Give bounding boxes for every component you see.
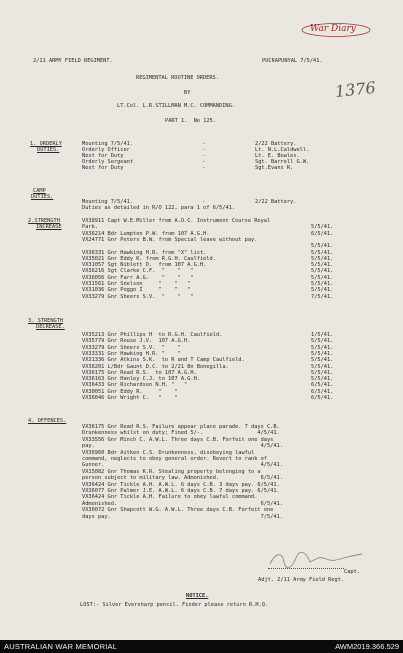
offence-line: VX36077 Gnr Palmer J.E. A.W.L. 6 days C.B. 7 days pay. 6/5/41. — [82, 488, 280, 494]
entry-date: 5/5/41. — [311, 357, 334, 364]
duties-heading-2: DUTIES. — [37, 147, 60, 153]
duty-dash: - — [202, 141, 206, 147]
entry-date: 5/5/41. — [311, 344, 334, 351]
offence-line: VX36424 Gnr Tickle A.H. Failure to obey lawful command. — [82, 494, 258, 501]
signature-scribble — [266, 548, 366, 570]
duty-label: Next for Duty — [82, 153, 124, 159]
personnel-entry: VX35779 Gnr Rouse J.V. 107 A.G.H. — [82, 338, 191, 345]
personnel-entry: VX36201 L/Bdr Gaunt D.C. to 2/21 Bn Bonegilla. — [82, 363, 229, 370]
offence-line: VX36960 Bdr Aitken C.S. Drunkenness, disobeying lawful — [82, 449, 255, 456]
camp-heading: CAMP — [33, 188, 46, 194]
offences-heading: 4. OFFENCES. — [28, 418, 67, 424]
duty-value: Sgt. Barrell G.W. — [255, 159, 310, 165]
footer-reference: AWM2019.366.529 — [335, 642, 399, 651]
personnel-entry: VX30051 Gnr Eddy R. " " — [82, 388, 178, 395]
personnel-entry: VX36433 Gnr Richardson N.H. " " — [82, 382, 188, 389]
footer-institution: AUSTRALIAN WAR MEMORIAL — [4, 642, 118, 651]
personnel-entry: VX36175 Gnr Read R.S. to 107 A.G.H. — [82, 369, 197, 376]
entry-date: 5/5/41. — [311, 338, 334, 345]
offence-line: Admonished. 6/5/41. — [82, 500, 283, 507]
war-diary-label: War Diary — [310, 24, 356, 34]
duty-label: Orderly Sergeant — [82, 159, 134, 165]
duty-value: Lt. E. Bowles. — [255, 153, 300, 159]
entry-date: 5/5/41. — [311, 287, 334, 294]
offence-line: pay. 4/5/41. — [82, 443, 283, 450]
duty-value: Sgt.Evans R. — [255, 165, 294, 171]
entry-date: 5/5/41. — [311, 363, 334, 370]
duty-dash: - — [202, 165, 206, 171]
strength-increase-heading-2: INCREASE — [36, 224, 62, 230]
personnel-entry: VX24771 Gnr Peters B.W. from Special leave without pay. — [82, 236, 258, 243]
offence-line: person subject to military law. Admonished. 6/5/41. — [82, 475, 283, 482]
offence-line: Gunner. 4/5/41. — [82, 462, 283, 469]
duty-dash: - — [202, 159, 206, 165]
commander: LT.Col. L.R.STILLMAN M.C. COMMANDING. — [117, 103, 235, 109]
duty-dash: - — [202, 153, 206, 159]
personnel-entry: Park. — [82, 224, 98, 231]
strength-decrease-heading: 3. STRENGTH — [28, 318, 64, 324]
offence-line: VX36175 Gnr Read R.S. Failure appear place parade. 7 days C.B. — [82, 424, 280, 430]
entry-date: 5/5/41. — [311, 281, 334, 287]
duty-label: Mounting 7/5/41. — [82, 141, 134, 147]
personnel-entry: VX33279 Gnr Sheers S.V. " " " — [82, 293, 194, 300]
offence-line: command, neglects to obey general order. Revert to rank of — [82, 456, 267, 462]
personnel-entry: VX36056 Gnr Farr A.G. " " " — [82, 274, 194, 281]
personnel-entry: VX36214 Bdr Lumpton P.W. from 107 A.G.H. — [82, 230, 210, 237]
notice-text: LOST:- Silver Eversharp pencil. Finder please return R.H.Q. — [80, 602, 269, 608]
unit-name: 2/11 ARMY FIELD REGIMENT. — [33, 58, 113, 64]
duty-label: Next for Duty — [82, 165, 124, 171]
duty-dash: - — [202, 147, 206, 153]
footer-bar — [0, 640, 403, 653]
offence-line: VX36424 Gnr Tickle A.H. A.W.L. 6 days C.B. 3 days pay. 6/5/41. — [82, 481, 280, 488]
entry-date: 5/5/41. — [311, 376, 334, 383]
signature-appointment: Adjt. 2/11 Army Field Regt. — [258, 577, 345, 583]
personnel-entry: VX35021 Gnr Eddy K. from R.G.H. Caulfield. — [82, 255, 216, 262]
orders-title: REGIMENTAL ROUTINE ORDERS. — [136, 75, 219, 81]
duty-label: Orderly Officer — [82, 147, 130, 153]
offence-line: VX36072 Gnr Shapcott W.G. A.W.L. Three days C.B. Forfeit one — [82, 507, 274, 514]
strength-decrease-heading-2: DECREASE. — [36, 324, 65, 330]
entry-date: 6/5/41. — [311, 382, 334, 389]
duty-value: 2/22 Battery. — [255, 141, 297, 147]
entry-date: 7/5/41. — [311, 293, 334, 300]
signature-rank: Capt. — [344, 569, 360, 575]
by-label: BY — [184, 90, 191, 96]
personnel-entry: VX31561 Gnr Snelson " " " — [82, 281, 191, 287]
personnel-entry: VX36216 Sgt Clarke C.F. " " " — [82, 268, 194, 275]
personnel-entry: VX36046 Gnr Wright C. " " — [82, 395, 178, 401]
personnel-entry: VX31036 Gnr Poggo I " " " — [82, 287, 191, 294]
personnel-entry: VX35213 Gnr Phillips H to R.G.H. Caulfield. — [82, 332, 223, 338]
entry-date: 5/5/41. — [311, 350, 334, 357]
entry-date: 6/5/41. — [311, 388, 334, 395]
duties-heading: 1. ORDERLY — [30, 141, 62, 147]
entry-date: 5/5/41. — [311, 224, 334, 231]
entry-date: 5/5/41. — [311, 274, 334, 281]
entry-date: 6/5/41. — [311, 395, 334, 401]
strength-increase-heading: 2.STRENGTH — [28, 218, 60, 224]
location-date: PUCKAPUNYAL 7/5/41. — [262, 58, 323, 64]
camp-duties-note: Duties as detailed in R/O 122, para 1 of 6/5/41. — [82, 205, 236, 211]
personnel-entry: VX31057 Sgt Niblett D. from 107 A.G.H. — [82, 262, 207, 269]
personnel-entry: VX33279 Gnr Sheers S.V. " " — [82, 344, 181, 351]
entry-date: 5/5/41. — [311, 255, 334, 262]
offence-line: VX33556 Gnr Minch C. A.W.L. Three days C.B. Forfeit one days — [82, 436, 274, 443]
page-number-handwritten: 1376 — [334, 77, 377, 102]
camp-heading-2: DUTIES. — [31, 194, 54, 200]
offence-line: days pay. 7/5/41. — [82, 513, 283, 520]
personnel-entry: VX33331 Gnr Hawking H.R. " " — [82, 350, 181, 357]
notice-heading: NOTICE. — [186, 593, 209, 599]
part-number: PART 1. No 125. — [165, 118, 217, 124]
personnel-entry: VX36163 Gnr Hanley C.J. to 107 A.G.H. — [82, 376, 200, 383]
entry-date: 5/5/41. — [311, 243, 334, 250]
entry-date: 5/5/41. — [311, 249, 334, 256]
entry-date: 6/5/41. — [311, 230, 334, 237]
signature-line — [268, 568, 344, 569]
camp-battery: 2/22 Battery. — [255, 199, 297, 205]
entry-date: 5/5/41. — [311, 268, 334, 275]
personnel-entry: VX31336 Gnr Atkins S.K. to R and T Camp Caulfield. — [82, 357, 245, 364]
offence-line: Drunkenness whilst on duty; Fined 5/-. 4/5/41. — [82, 430, 280, 437]
camp-dash: - — [202, 199, 206, 205]
entry-date: 5/5/41. — [311, 369, 334, 376]
duty-value: Lt. N.L.Caldwell. — [255, 147, 310, 153]
camp-mounting: Mounting 7/5/41. — [82, 199, 134, 205]
offence-line: VX15082 Gnr Thomas K.R. Stealing property belonging to a — [82, 468, 261, 475]
personnel-entry: VX36331 Gnr Hawking H.R. from "X" list. — [82, 249, 207, 256]
personnel-entry: VX38911 Capt W.E.Miller from A.O.C. Instrument Course Royal — [82, 218, 271, 224]
entry-date: 1/5/41. — [311, 332, 334, 338]
entry-date: 5/5/41. — [311, 262, 334, 269]
